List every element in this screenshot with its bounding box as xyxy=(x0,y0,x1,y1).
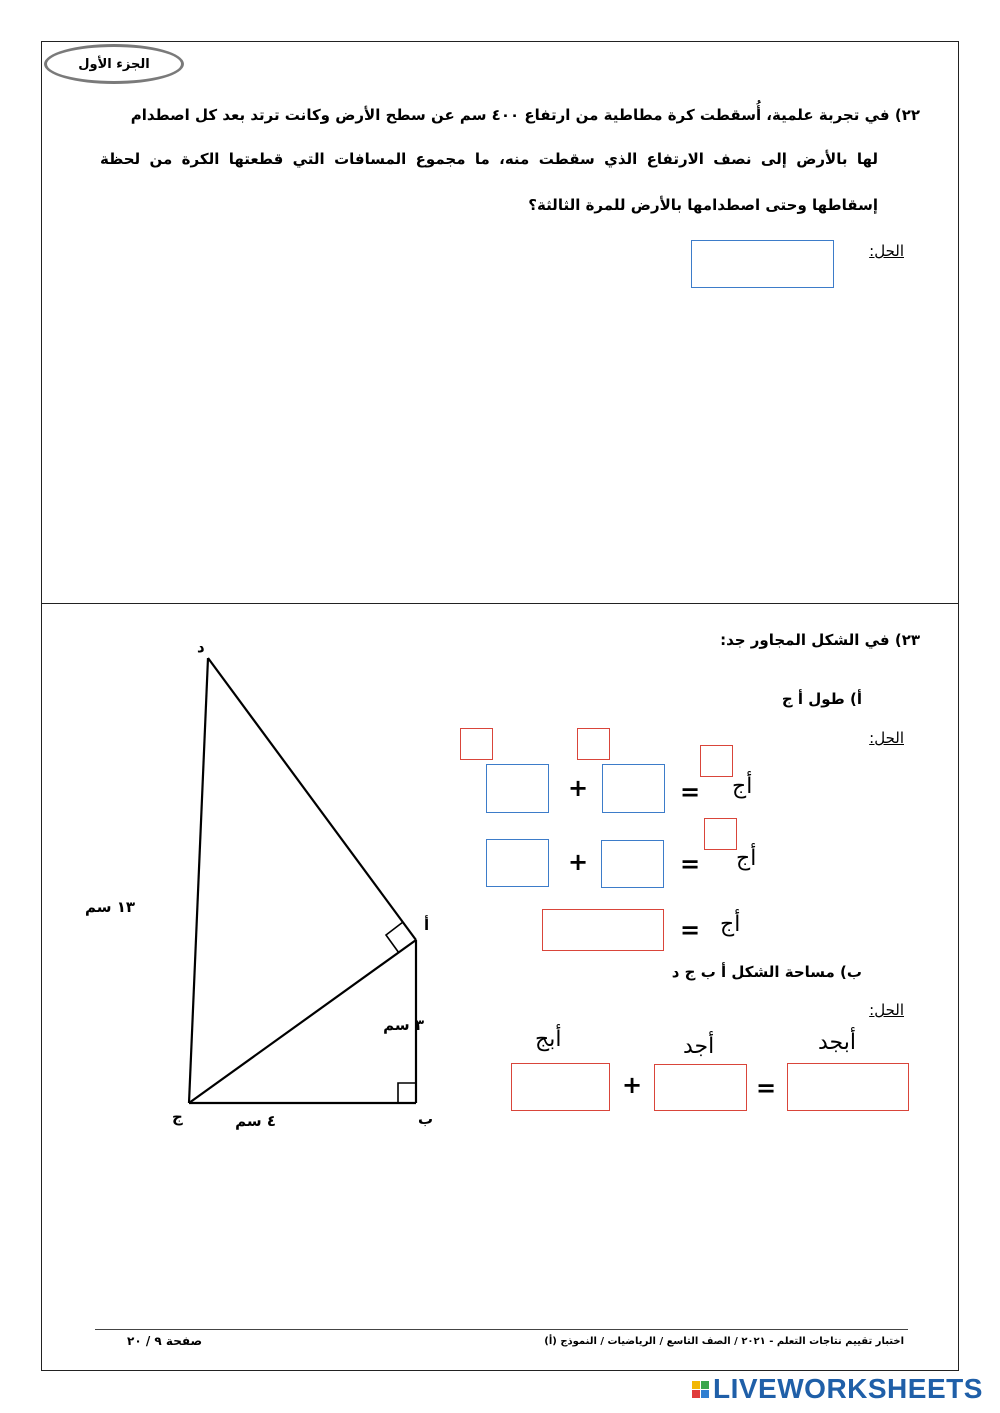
q23-solution-label-b: الحل: xyxy=(869,1001,904,1019)
exponent-box-4[interactable] xyxy=(704,818,737,850)
q22-line-2: لها بالأرض إلى نصف الارتفاع الذي سقطت منه، ما مجموع المسافات التي قطعتها الكرة من لحظة xyxy=(100,150,878,168)
square-input-2[interactable] xyxy=(601,840,664,888)
q23-solution-label-a: الحل: xyxy=(869,729,904,747)
part-label-badge xyxy=(44,44,184,84)
footer-rule xyxy=(95,1329,908,1330)
vertex-d: د xyxy=(197,638,205,656)
ac-label-3: أج xyxy=(720,912,741,937)
equals-sign-3: = xyxy=(680,916,701,944)
leg-input-1[interactable] xyxy=(486,764,549,813)
exponent-box-1[interactable] xyxy=(460,728,493,760)
plus-sign-1: + xyxy=(568,774,589,802)
exponent-box-3[interactable] xyxy=(700,745,733,777)
footer-page-number: صفحة ٩ / ٢٠ xyxy=(127,1334,203,1348)
q22-answer-box[interactable] xyxy=(691,240,834,288)
footer-exam-info: اختبار تقييم نتاجات التعلم - ٢٠٢١ / الصف التاسع / الرياضيات / النموذج (أ) xyxy=(544,1336,904,1347)
area-abjd-box[interactable] xyxy=(787,1063,909,1111)
equals-sign-1: = xyxy=(680,778,701,806)
vertex-a: أ xyxy=(424,916,430,934)
brand-grid-icon xyxy=(692,1381,709,1398)
label-side-bj: ٤ سم xyxy=(235,1112,276,1130)
q22-line-3: إسقاطها وحتى اصطدامها بالأرض للمرة الثالثة؟ xyxy=(528,196,878,214)
area-abjd-label: أبجد xyxy=(818,1030,856,1055)
vertex-b: ب xyxy=(418,1110,434,1128)
ac-result-box[interactable] xyxy=(542,909,664,951)
area-abj-label: أبج xyxy=(535,1027,562,1052)
ac-label-1: أج xyxy=(732,774,753,799)
brand-name: LIVEWORKSHEETS xyxy=(713,1373,983,1404)
area-ajd-box[interactable] xyxy=(654,1064,747,1111)
square-input-1[interactable] xyxy=(486,839,549,887)
plus-sign-2: + xyxy=(568,848,589,876)
exponent-box-2[interactable] xyxy=(577,728,610,760)
q23-title: ٢٣) في الشكل المجاور جد: xyxy=(720,631,920,649)
section-divider xyxy=(41,603,959,604)
q22-solution-label: الحل: xyxy=(869,242,904,260)
area-abj-box[interactable] xyxy=(511,1063,610,1111)
part-label: الجزء الأول xyxy=(78,56,150,72)
q22-line-1: ٢٢) في تجربة علمية، أُسقطت كرة مطاطية من ارتفاع ٤٠٠ سم عن سطح الأرض وكانت ترتد بعد كل اصطدام xyxy=(130,106,920,124)
label-side-ab: ٣ سم xyxy=(383,1016,424,1034)
leg-input-2[interactable] xyxy=(602,764,665,813)
equals-sign-2: = xyxy=(680,850,701,878)
area-ajd-label: أجد xyxy=(683,1034,715,1059)
equals-sign-4: = xyxy=(756,1074,777,1102)
q23-part-a: أ) طول أ ج xyxy=(781,690,862,708)
vertex-j: ج xyxy=(172,1108,183,1126)
label-side-dj: ١٣ سم xyxy=(84,898,135,916)
q23-part-b: ب) مساحة الشكل أ ب ج د xyxy=(671,963,862,981)
ac-label-2: أج xyxy=(736,846,757,871)
brand-logo[interactable] xyxy=(692,1374,983,1404)
plus-sign-3: + xyxy=(622,1071,643,1099)
